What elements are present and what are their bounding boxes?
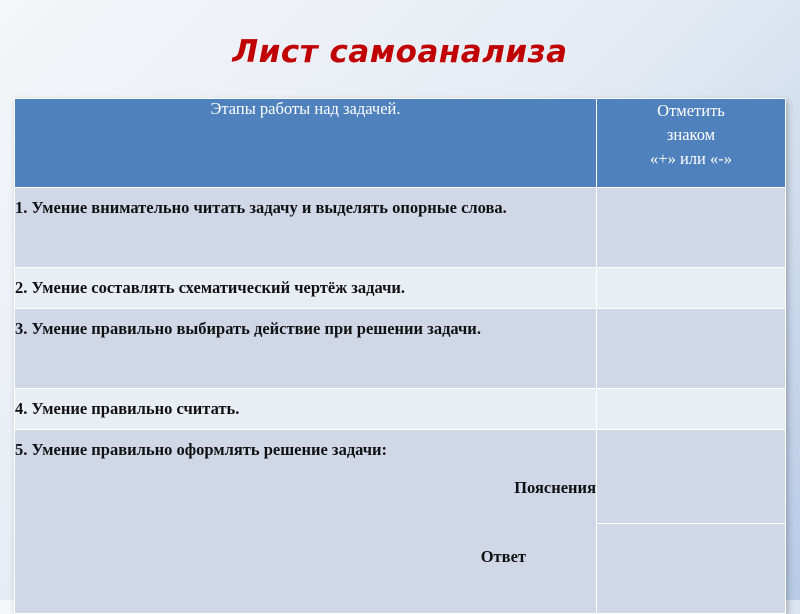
- header-mark-line2: знаком: [666, 125, 716, 144]
- table-row: [15, 268, 786, 309]
- stage-5-text: 5. Умение правильно оформлять решение задачи:: [15, 440, 388, 459]
- header-stages: Этапы работы над задачей.: [15, 99, 597, 188]
- table-row: [15, 188, 786, 268]
- stage-cell-4: 4. Умение правильно считать.: [15, 389, 597, 430]
- header-mark-line3: «+» или «-»: [650, 149, 732, 168]
- stage-cell-2: 2. Умение составлять схематический чертёж задачи.: [15, 268, 597, 309]
- self-analysis-table: [14, 98, 786, 614]
- header-mark-line1: Отметить: [657, 101, 725, 120]
- mark-cell-1[interactable]: [597, 188, 786, 268]
- table-row: [15, 430, 786, 524]
- stage-cell-1: 1. Умение внимательно читать задачу и выделять опорные слова.: [15, 188, 597, 268]
- explanations-label: Пояснения: [514, 478, 596, 497]
- table-row: [15, 389, 786, 430]
- mark-cell-2[interactable]: [597, 268, 786, 309]
- mark-cell-5-answer[interactable]: [597, 524, 786, 614]
- page-title: Лист самоанализа: [232, 34, 568, 70]
- header-mark: [597, 99, 786, 188]
- mark-cell-5-explanations[interactable]: [597, 430, 786, 524]
- answer-label: Ответ: [480, 547, 526, 566]
- mark-cell-3[interactable]: [597, 309, 786, 389]
- table-header-row: [15, 99, 786, 188]
- stage-cell-5: [15, 430, 597, 614]
- table-row: [15, 309, 786, 389]
- mark-cell-4[interactable]: [597, 389, 786, 430]
- stage-cell-3: 3. Умение правильно выбирать действие при решении задачи.: [15, 309, 597, 389]
